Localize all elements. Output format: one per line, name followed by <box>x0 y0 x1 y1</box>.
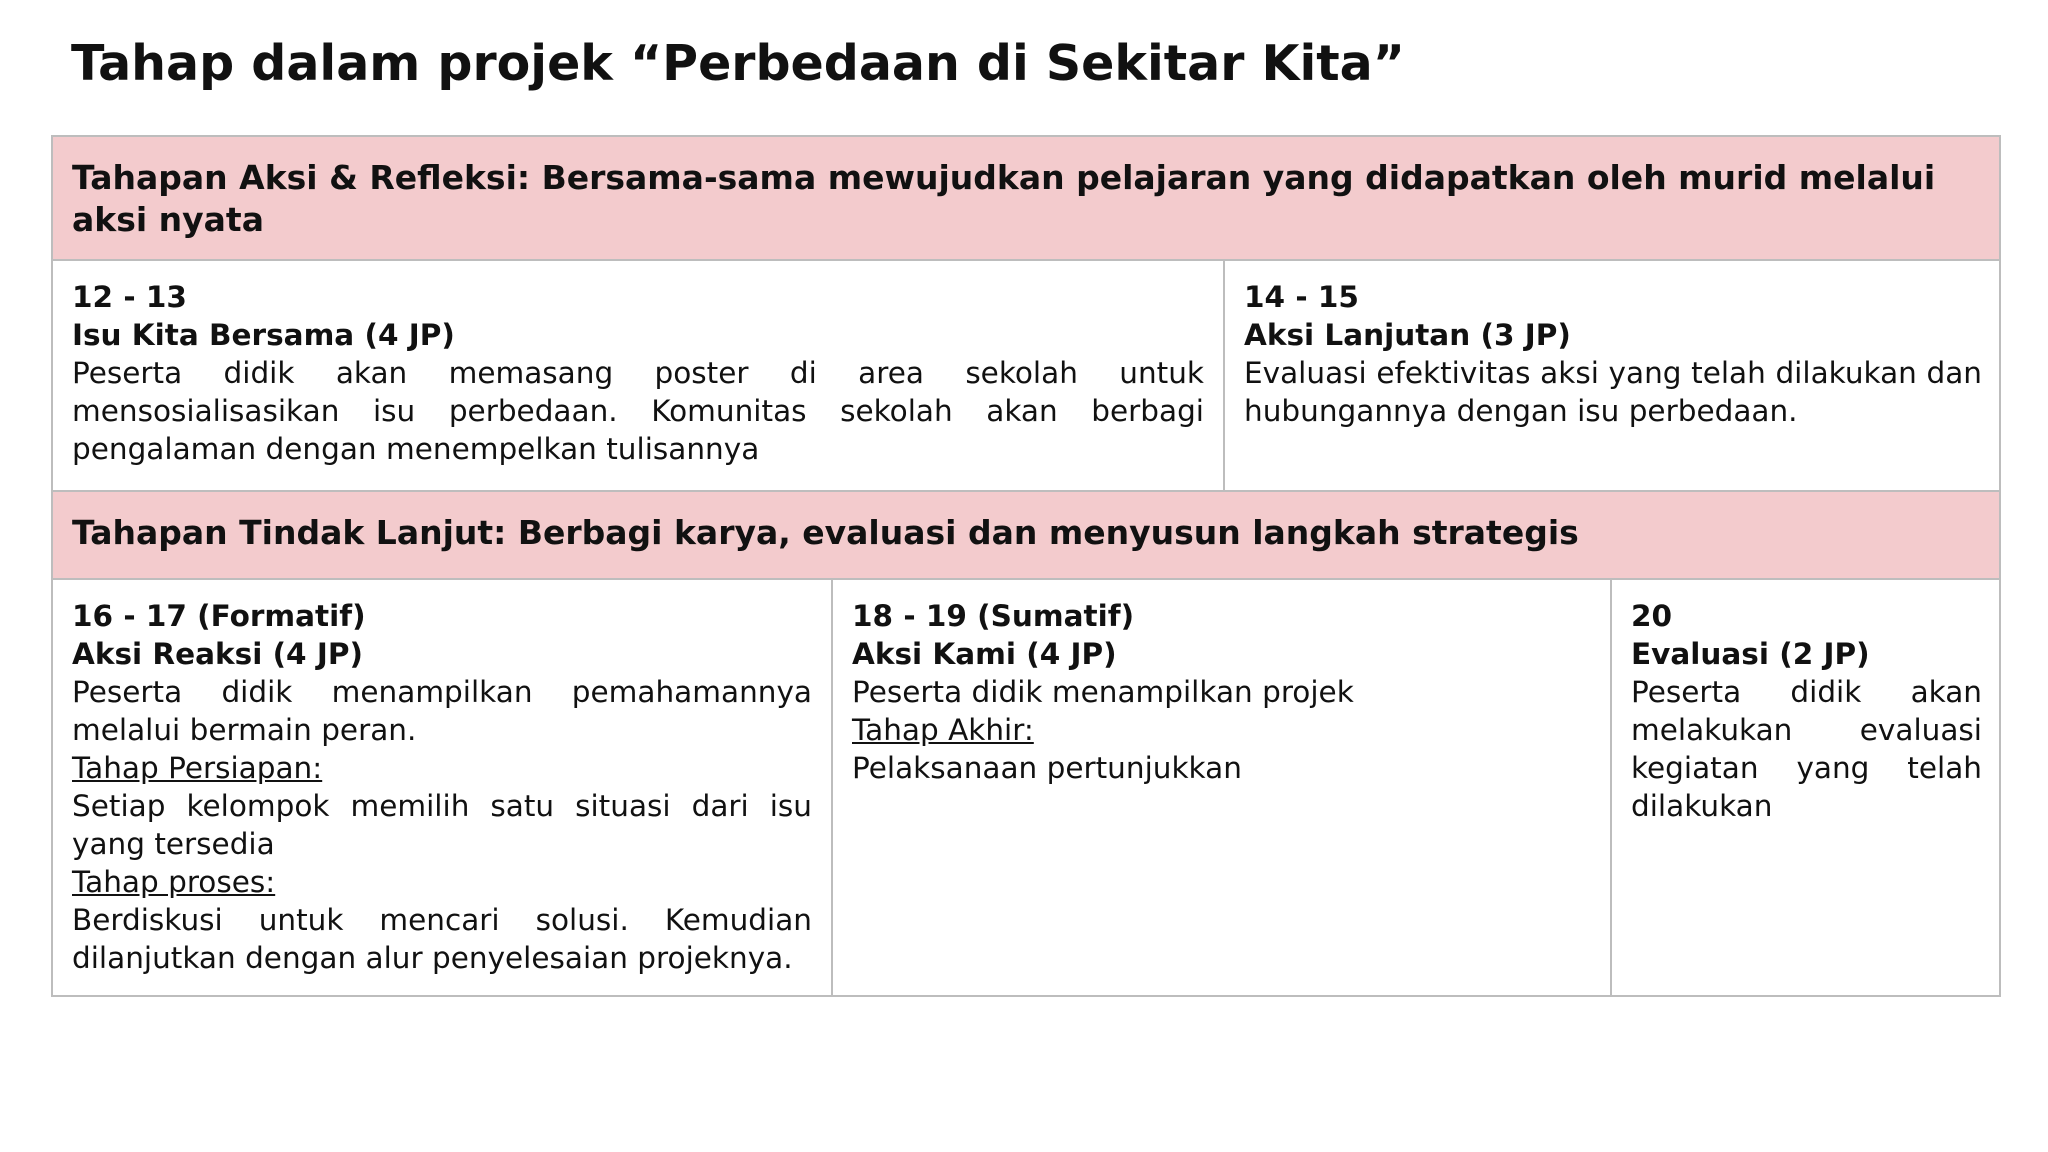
stage-range: 14 - 15 <box>1244 280 1359 314</box>
stage-description: Evaluasi efektivitas aksi yang telah dilakukan dan hubungannya dengan isu perbedaan. <box>1244 356 1982 428</box>
step-text-proses: Berdiskusi untuk mencari solusi. Kemudian dilanjutkan dengan alur penyelesaian projeknya. <box>72 903 812 975</box>
stage-range: 20 <box>1631 599 1673 633</box>
stage-description: Peserta didik akan melakukan evaluasi kegiatan yang telah dilakukan <box>1631 675 1982 823</box>
step-text-akhir: Pelaksanaan pertunjukkan <box>852 751 1242 785</box>
stage-cell-aksi-lanjutan <box>1225 261 2001 490</box>
step-label-akhir: Tahap Akhir: <box>852 713 1034 747</box>
stage-cell-aksi-reaksi <box>53 580 831 997</box>
stage-cell-evaluasi <box>1612 580 2001 997</box>
stage-name: Evaluasi (2 JP) <box>1631 637 1870 671</box>
step-text-persiapan: Setiap kelompok memilih satu situasi dari isu yang tersedia <box>72 789 812 861</box>
stage-description: Peserta didik menampilkan pemahamannya melalui bermain peran. <box>72 675 812 747</box>
stage-name: Aksi Reaksi (4 JP) <box>72 637 363 671</box>
stage-description: Peserta didik menampilkan projek <box>852 675 1354 709</box>
step-label-proses: Tahap proses: <box>72 865 276 899</box>
page-title: Tahap dalam projek “Perbedaan di Sekitar Kita” <box>71 35 1405 92</box>
stage-cell-aksi-kami <box>833 580 1610 997</box>
section-header-aksi-refleksi: Tahapan Aksi & Refleksi: Bersama-sama mewujudkan pelajaran yang didapatkan oleh murid melalui aksi nyata <box>53 137 1999 261</box>
stage-range: 18 - 19 (Sumatif) <box>852 599 1135 633</box>
project-stages-table <box>51 135 2001 997</box>
stage-range: 12 - 13 <box>72 280 187 314</box>
stage-name: Aksi Lanjutan (3 JP) <box>1244 318 1571 352</box>
stage-name: Aksi Kami (4 JP) <box>852 637 1117 671</box>
stage-cell-isu-kita-bersama <box>53 261 1223 490</box>
step-label-persiapan: Tahap Persiapan: <box>72 751 323 785</box>
stage-name: Isu Kita Bersama (4 JP) <box>72 318 455 352</box>
stage-description: Peserta didik akan memasang poster di area sekolah untuk mensosialisasikan isu perbedaan. Komunitas sekolah akan berbagi pengalaman dengan menempelkan tulisannya <box>72 356 1204 466</box>
stage-range: 16 - 17 (Formatif) <box>72 599 366 633</box>
section-header-tindak-lanjut: Tahapan Tindak Lanjut: Berbagi karya, evaluasi dan menyusun langkah strategis <box>53 490 1999 580</box>
